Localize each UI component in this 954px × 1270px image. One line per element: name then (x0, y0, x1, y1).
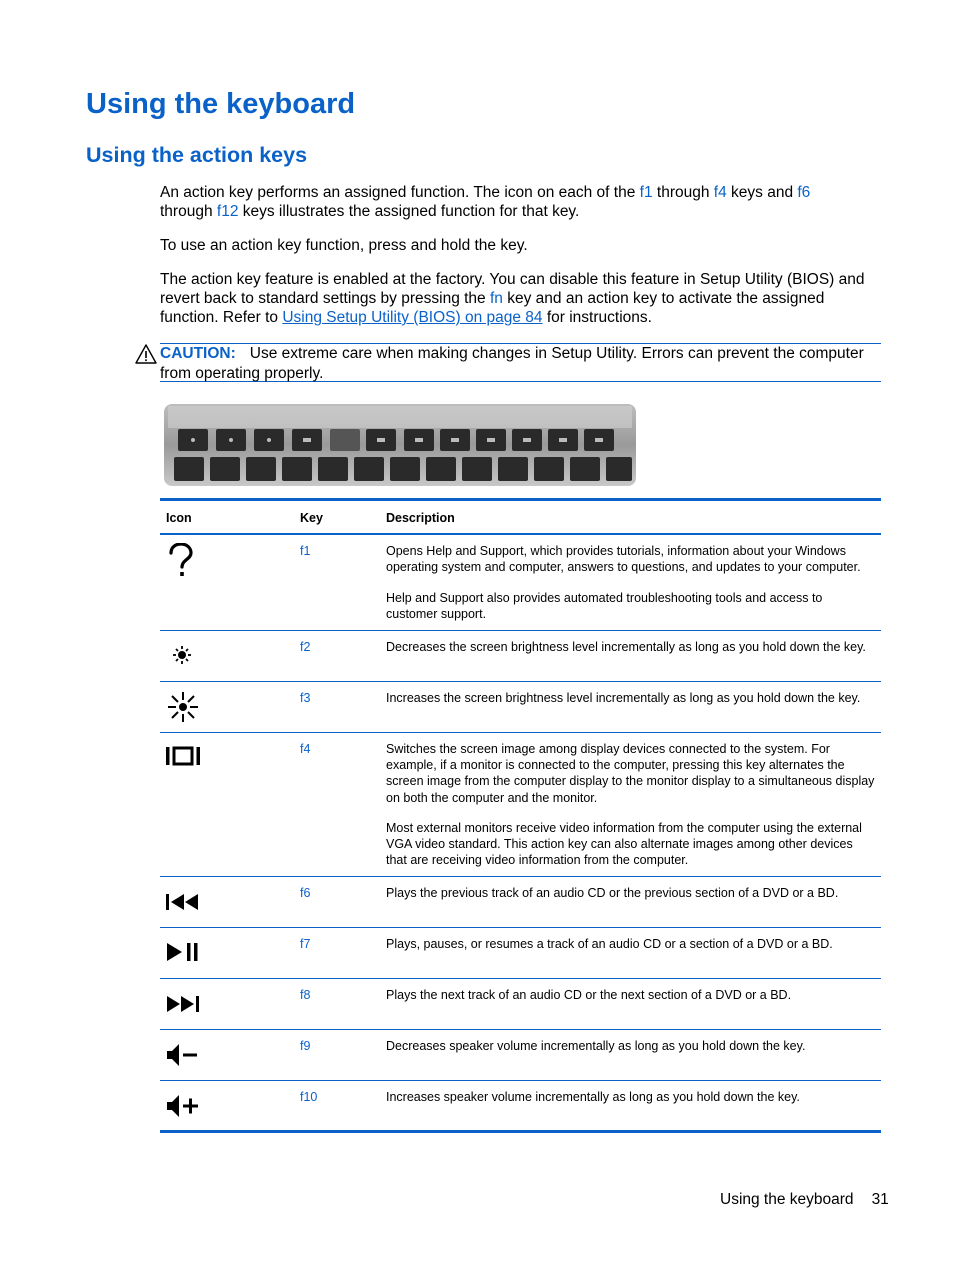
text-span: for instructions. (542, 309, 652, 326)
key-fn-ref: fn (489, 290, 503, 307)
footer-chapter: Using the keyboard (720, 1191, 854, 1208)
description-cell (380, 1030, 881, 1081)
table-row (160, 928, 881, 979)
icon-cell (160, 928, 294, 979)
text-span: through (160, 203, 217, 220)
table-row (160, 877, 881, 928)
icon-cell (160, 682, 294, 733)
key-cell: f4 (300, 742, 311, 757)
action-keys-table (160, 498, 881, 1133)
description-text: Plays the next track of an audio CD or the next section of a DVD or a BD. (386, 988, 792, 1003)
icon-cell (160, 979, 294, 1030)
help-icon (166, 543, 196, 579)
icon-cell (160, 631, 294, 682)
usage-paragraph: To use an action key function, press and hold the key. (160, 237, 528, 254)
next-track-icon (166, 995, 200, 1013)
caution-message: Use extreme care when making changes in Setup Utility. Errors can prevent the computer from operating properly. (160, 345, 864, 382)
description-cell (380, 1081, 881, 1132)
header-key: Key (300, 511, 323, 525)
description-text: Help and Support also provides automated troubleshooting tools and access to customer support. (386, 590, 823, 621)
description-cell (380, 877, 881, 928)
header-description: Description (386, 511, 455, 525)
key-cell: f2 (300, 640, 311, 655)
table-row (160, 733, 881, 877)
table-row (160, 1030, 881, 1081)
icon-cell (160, 733, 294, 877)
key-cell: f7 (300, 937, 311, 952)
description-text: Decreases speaker volume incrementally as long as you hold down the key. (386, 1039, 806, 1054)
brightness-down-icon (166, 641, 198, 669)
key-cell: f1 (300, 544, 311, 559)
previous-track-icon (166, 893, 200, 911)
intro-paragraph (160, 183, 890, 221)
description-text: Increases speaker volume incrementally as long as you hold down the key. (386, 1090, 800, 1105)
description-text: Plays, pauses, or resumes a track of an audio CD or a section of a DVD or a BD. (386, 937, 833, 952)
page-number: 31 (871, 1191, 889, 1208)
table-row (160, 1081, 881, 1132)
caution-label: CAUTION: (160, 345, 236, 362)
text-span: keys and (726, 184, 798, 201)
page-footer (720, 1191, 889, 1209)
description-text: Decreases the screen brightness level incrementally as long as you hold down the key. (386, 640, 866, 655)
text-span: An action key performs an assigned function. The icon on each of the (160, 184, 640, 201)
description-text: Opens Help and Support, which provides tutorials, information about your Windows operating system and computer, answers to questions, and updates to your computer. (386, 544, 861, 575)
description-cell (380, 733, 881, 877)
table-row (160, 979, 881, 1030)
volume-up-icon (166, 1094, 200, 1118)
icon-cell (160, 1030, 294, 1081)
icon-cell (160, 1081, 294, 1132)
key-cell: f9 (300, 1039, 311, 1054)
description-text: Increases the screen brightness level incrementally as long as you hold down the key. (386, 691, 861, 706)
volume-down-icon (166, 1043, 200, 1067)
header-icon: Icon (166, 511, 192, 525)
brightness-up-icon (166, 690, 200, 724)
setup-utility-link[interactable]: Using Setup Utility (BIOS) on page 84 (282, 309, 543, 326)
table-row (160, 534, 881, 630)
description-text: Switches the screen image among display devices connected to the system. For example, if a monitor is connected to the computer, pressing this key alternates the screen image from the computer display to the monitor display to a simultaneous display on both the computer and the monitor. (386, 742, 875, 805)
table-row (160, 682, 881, 733)
table-header-row (160, 500, 881, 535)
caution-text (160, 344, 881, 383)
key-f6-ref: f6 (797, 184, 811, 201)
key-cell: f6 (300, 886, 311, 901)
warning-icon (135, 344, 157, 364)
section-title: Using the action keys (86, 143, 308, 167)
description-text: Most external monitors receive video information from the computer using the external VGA video standard. This action key can also alternate images among other devices that are receiving video information from the computer. (386, 820, 862, 868)
caution-box (160, 343, 881, 382)
icon-cell (160, 877, 294, 928)
description-text: Plays the previous track of an audio CD or the previous section of a DVD or a BD. (386, 886, 839, 901)
text-span: keys illustrates the assigned function for that key. (238, 203, 580, 220)
keyboard-photo (164, 400, 636, 488)
text-span: The action key feature is enabled at the factory. You can disable this feature in Setup Utility (BIOS) and revert back to standard settings by pressing the (160, 271, 865, 307)
text-span: key and an action key to activate the assigned function. Refer to (160, 290, 825, 326)
key-cell: f8 (300, 988, 311, 1003)
description-cell (380, 928, 881, 979)
icon-cell (160, 534, 294, 630)
page-title: Using the keyboard (86, 88, 356, 120)
switch-display-icon (166, 745, 200, 767)
key-f4-ref: f4 (713, 184, 727, 201)
description-cell (380, 682, 881, 733)
key-cell: f3 (300, 691, 311, 706)
description-cell (380, 979, 881, 1030)
key-f12-ref: f12 (216, 203, 239, 220)
key-cell: f10 (300, 1090, 318, 1105)
description-cell (380, 534, 881, 630)
description-cell (380, 631, 881, 682)
key-f1-ref: f1 (639, 184, 653, 201)
table-row (160, 631, 881, 682)
bios-paragraph (160, 270, 885, 327)
play-pause-icon (166, 942, 200, 962)
text-span: through (652, 184, 714, 201)
